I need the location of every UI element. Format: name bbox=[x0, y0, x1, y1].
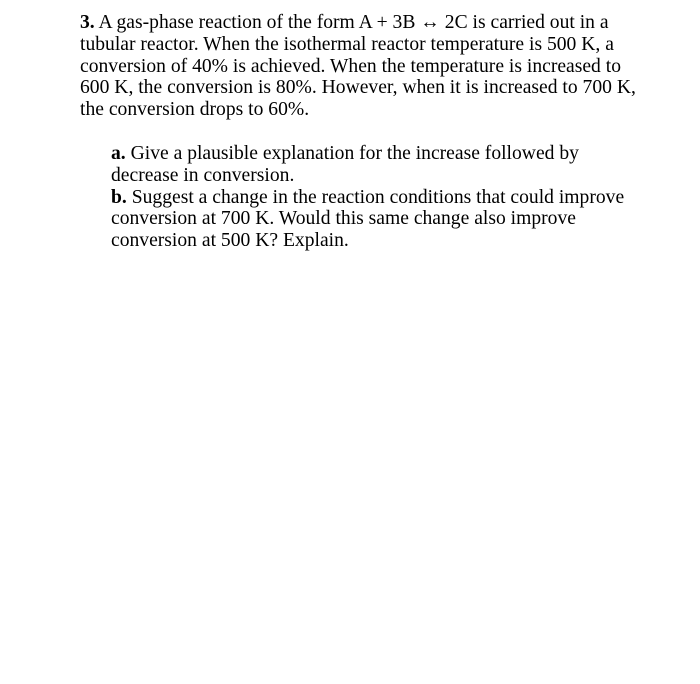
problem-parts bbox=[111, 143, 640, 252]
part-a-text: Give a plausible explanation for the increase followed by decrease in conversion. bbox=[111, 142, 579, 186]
part-b bbox=[111, 187, 640, 252]
problem-stem-text: A gas-phase reaction of the form A + 3B ↔ 2C is carried out in a tubular reactor. When the isothermal reactor temperature is 500 K, a conversion of 40% is achieved. When the temperature is increased to 600 K, the conversion is 80%. However, when it is increased to 700 K, the conversion drops to 60%. bbox=[80, 12, 636, 121]
problem-3 bbox=[80, 12, 640, 252]
part-a bbox=[111, 143, 640, 187]
part-a-label: a. bbox=[111, 142, 126, 164]
part-b-label: b. bbox=[111, 186, 127, 208]
problem-stem bbox=[80, 12, 640, 121]
problem-number: 3. bbox=[80, 12, 95, 33]
part-b-text: Suggest a change in the reaction conditions that could improve conversion at 700 K. Would this same change also improve conversion at 500 K? Explain. bbox=[111, 186, 625, 252]
